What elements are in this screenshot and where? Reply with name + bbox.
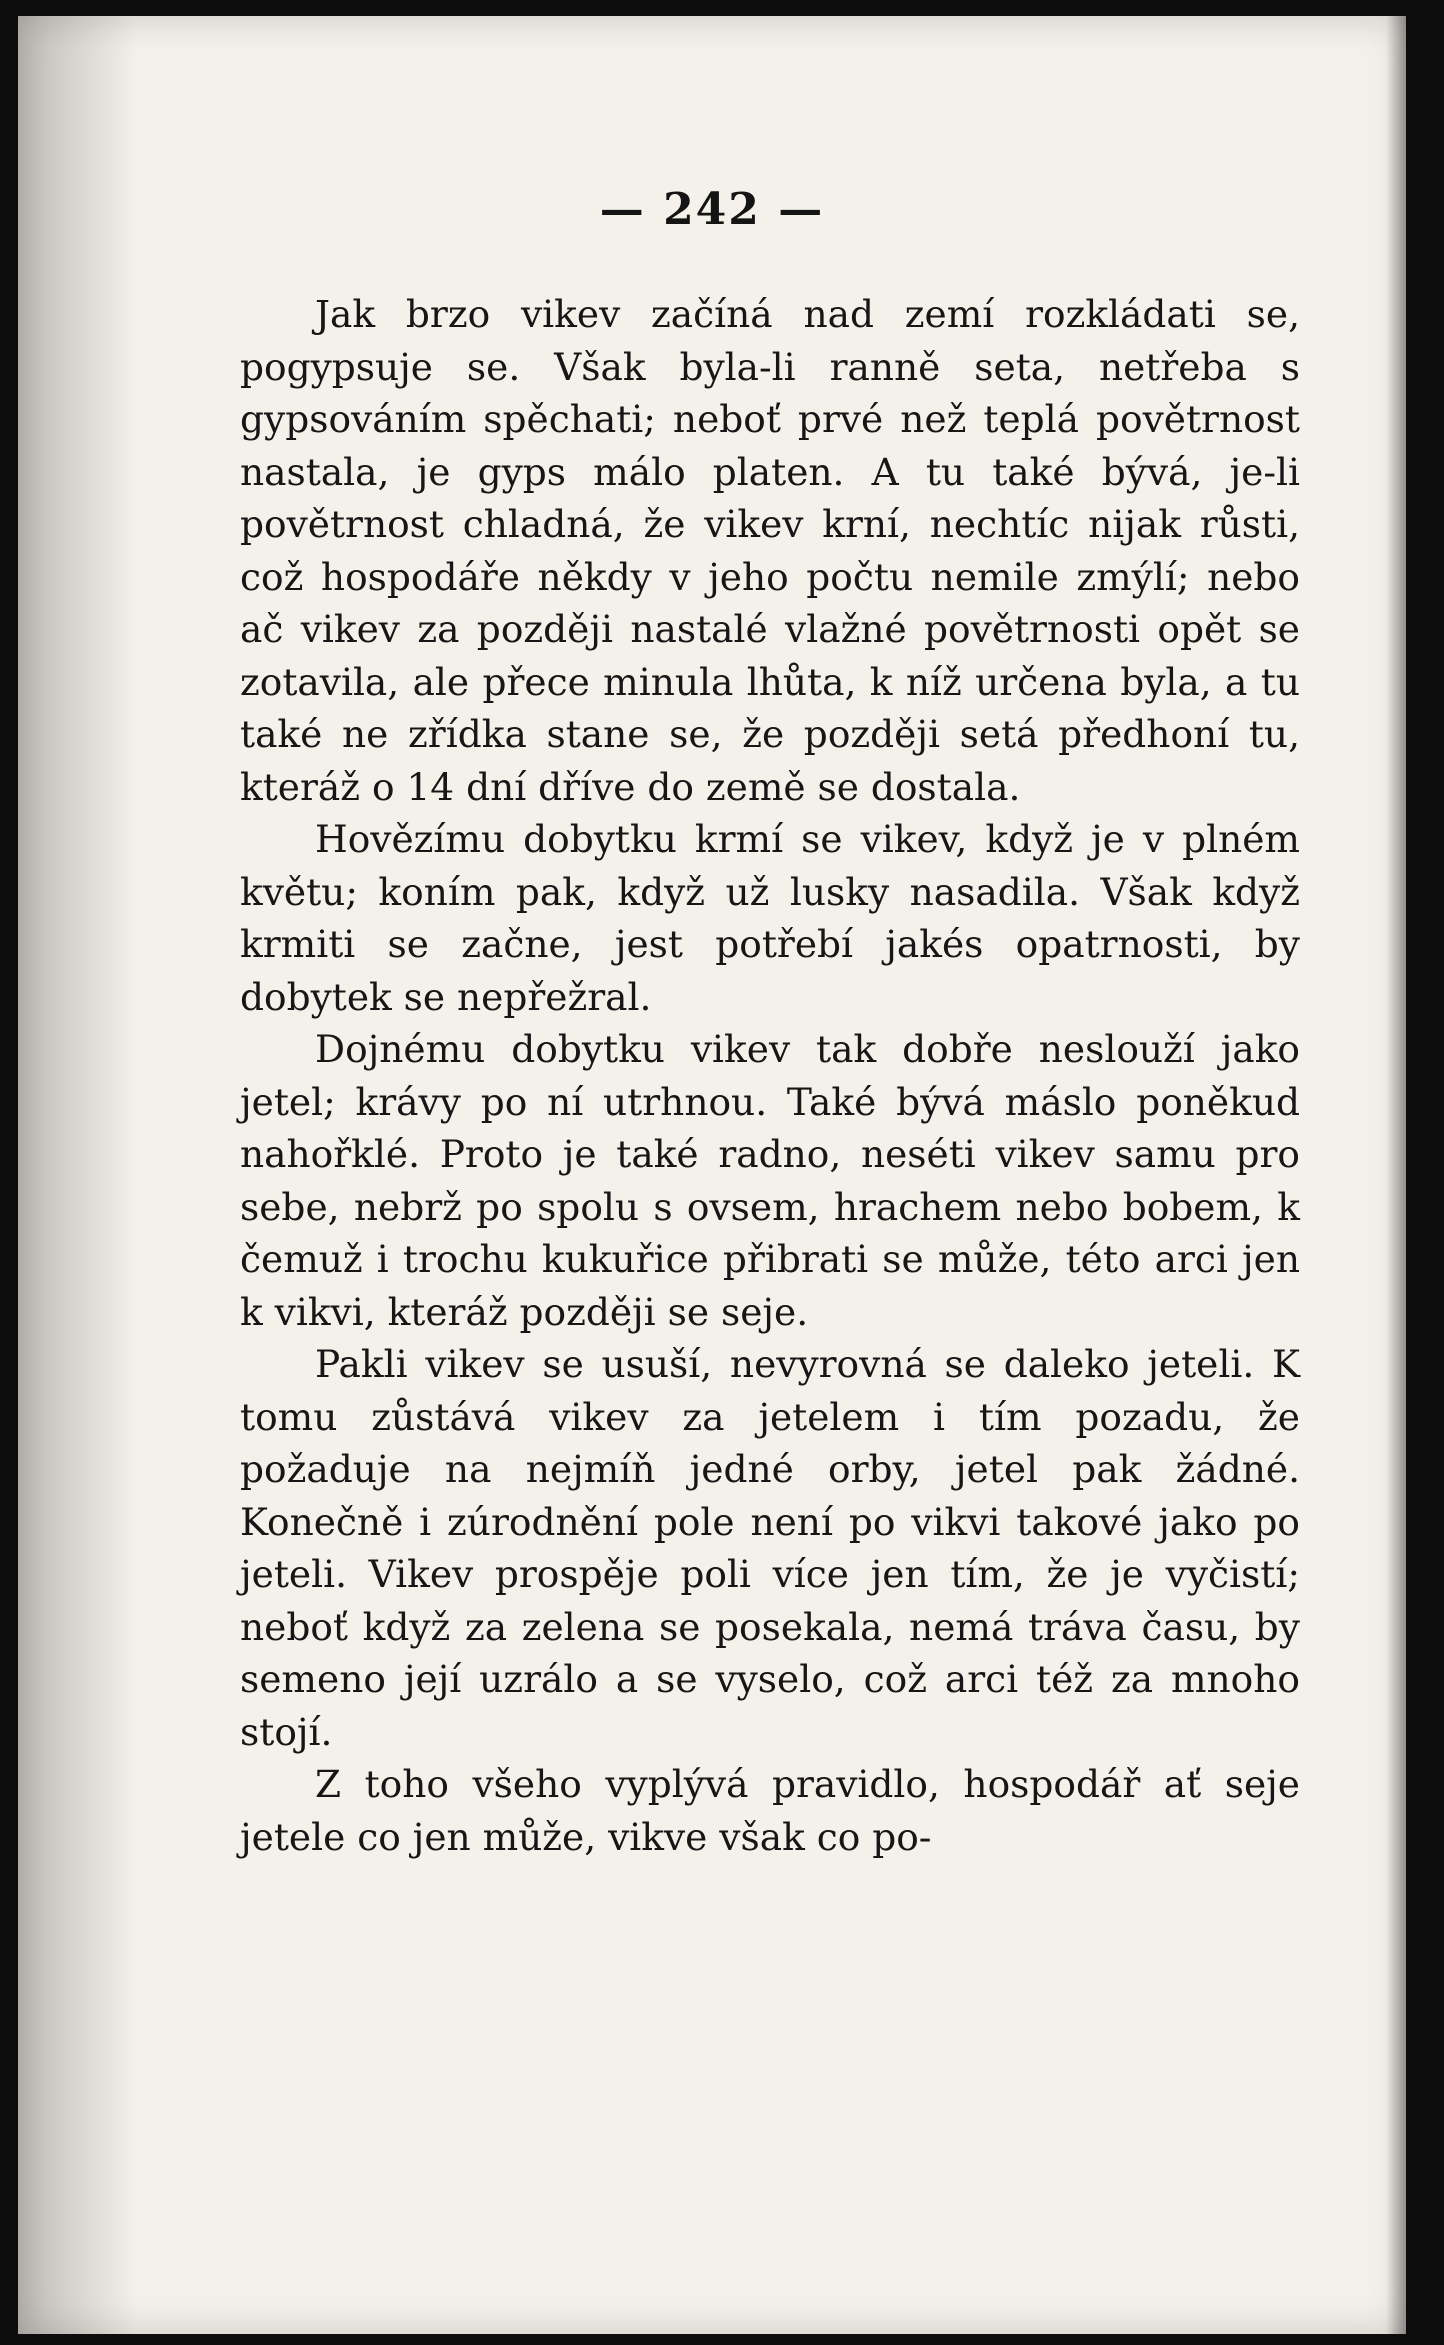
page-number: — 242 — (599, 184, 825, 235)
paragraph-4: Pakli vikev se usuší, nevyrovná se daleko jeteli. K tomu zůstává vikev za jetelem i tím pozadu, že požaduje na nejmíň jedné orby, jetel pak žádné. Konečně i zúrodnění pole není po vikvi takové jako po jeteli. Vikev prospěje poli více jen tím, že je vyčistí; neboť když za zelena se posekala, nemá tráva času, by semeno její uzrálo a se vyselo, což arci též za mnoho stojí. (240, 1342, 1300, 1754)
paragraph-5: Z toho všeho vyplývá pravidlo, hospodář ať seje jetele co jen může, vikve však co po- (240, 1762, 1300, 1859)
page-edge-shadow (1386, 16, 1406, 2334)
paragraph-2: Hovězímu dobytku krmí se vikev, když je v plném květu; koním pak, když už lusky nasadila. Však když krmiti se začne, jest potřebí jakés opatrnosti, by dobytek se nepřežral. (240, 817, 1300, 1019)
spine-shadow (18, 16, 138, 2334)
body-text (240, 288, 1300, 1863)
paragraph-1: Jak brzo vikev začíná nad zemí rozkládati se, pogypsuje se. Však byla-li ranně seta, netřeba s gypsováním spěchati; neboť prvé než teplá povětrnost nastala, je gyps málo platen. A tu také bývá, je-li povětrnost chladná, že vikev krní, nechtíc nijak růsti, což hospodáře někdy v jeho počtu nemile zmýlí; nebo ač vikev za později nastalé vlažné povětrnosti opět se zotavila, ale přece minula lhůta, k níž určena byla, a tu také ne zřídka stane se, že později setá předhoní tu, kteráž o 14 dní dříve do země se dostala. (240, 292, 1300, 809)
paragraph-3: Dojnému dobytku vikev tak dobře neslouží jako jetel; krávy po ní utrhnou. Také bývá máslo poněkud nahořklé. Proto je také radno, neséti vikev samu pro sebe, nebrž po spolu s ovsem, hrachem nebo bobem, k čemuž i trochu kukuřice přibrati se může, této arci jen k vikvi, kteráž později se seje. (240, 1027, 1300, 1334)
book-page (18, 16, 1406, 2334)
